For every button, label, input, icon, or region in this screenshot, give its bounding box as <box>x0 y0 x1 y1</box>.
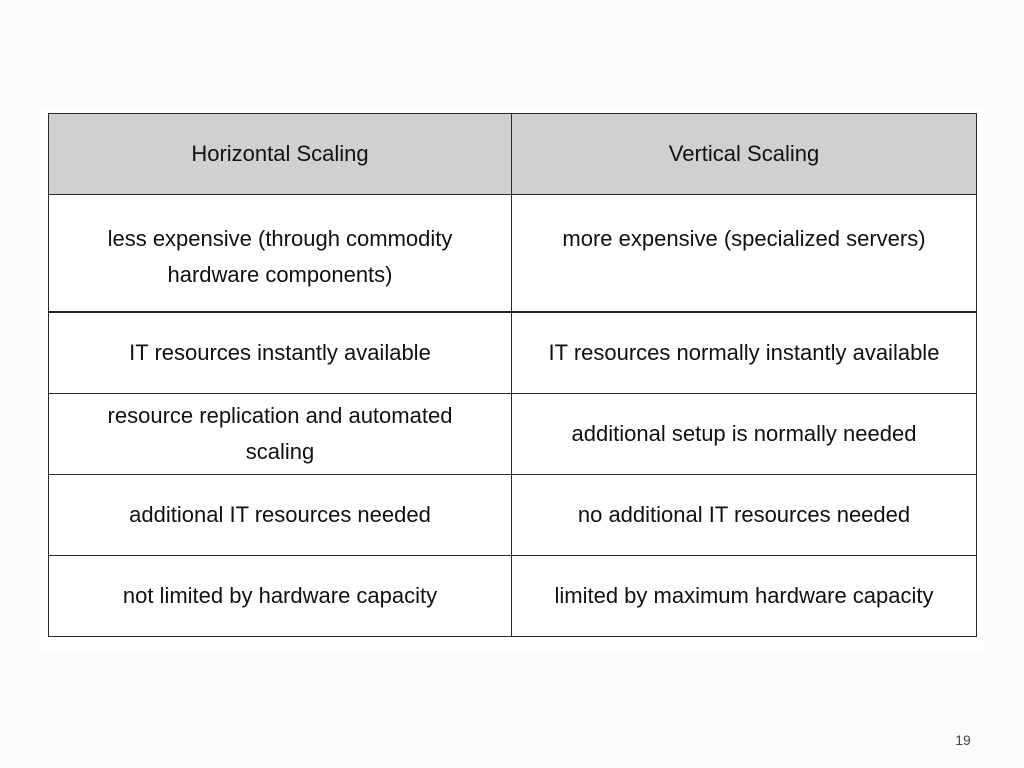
header-horizontal-scaling: Horizontal Scaling <box>49 114 512 195</box>
header-vertical-scaling: Vertical Scaling <box>512 114 977 195</box>
horizontal-cell: resource replication and automated scaling <box>49 393 512 474</box>
table-row <box>49 555 977 636</box>
table-row <box>49 393 977 474</box>
horizontal-cell: IT resources instantly available <box>49 312 512 394</box>
table-row <box>49 195 977 312</box>
vertical-cell: IT resources normally instantly available <box>512 312 977 394</box>
vertical-cell: additional setup is normally needed <box>512 393 977 474</box>
vertical-cell: more expensive (specialized servers) <box>512 195 977 312</box>
horizontal-cell: less expensive (through commodity hardware components) <box>49 195 512 312</box>
comparison-table <box>48 113 977 637</box>
table-row <box>49 312 977 394</box>
horizontal-cell: additional IT resources needed <box>49 474 512 555</box>
table-header-row <box>49 114 977 195</box>
horizontal-cell: not limited by hardware capacity <box>49 555 512 636</box>
vertical-cell: limited by maximum hardware capacity <box>512 555 977 636</box>
page-number: 19 <box>955 732 971 748</box>
table-row <box>49 474 977 555</box>
vertical-cell: no additional IT resources needed <box>512 474 977 555</box>
